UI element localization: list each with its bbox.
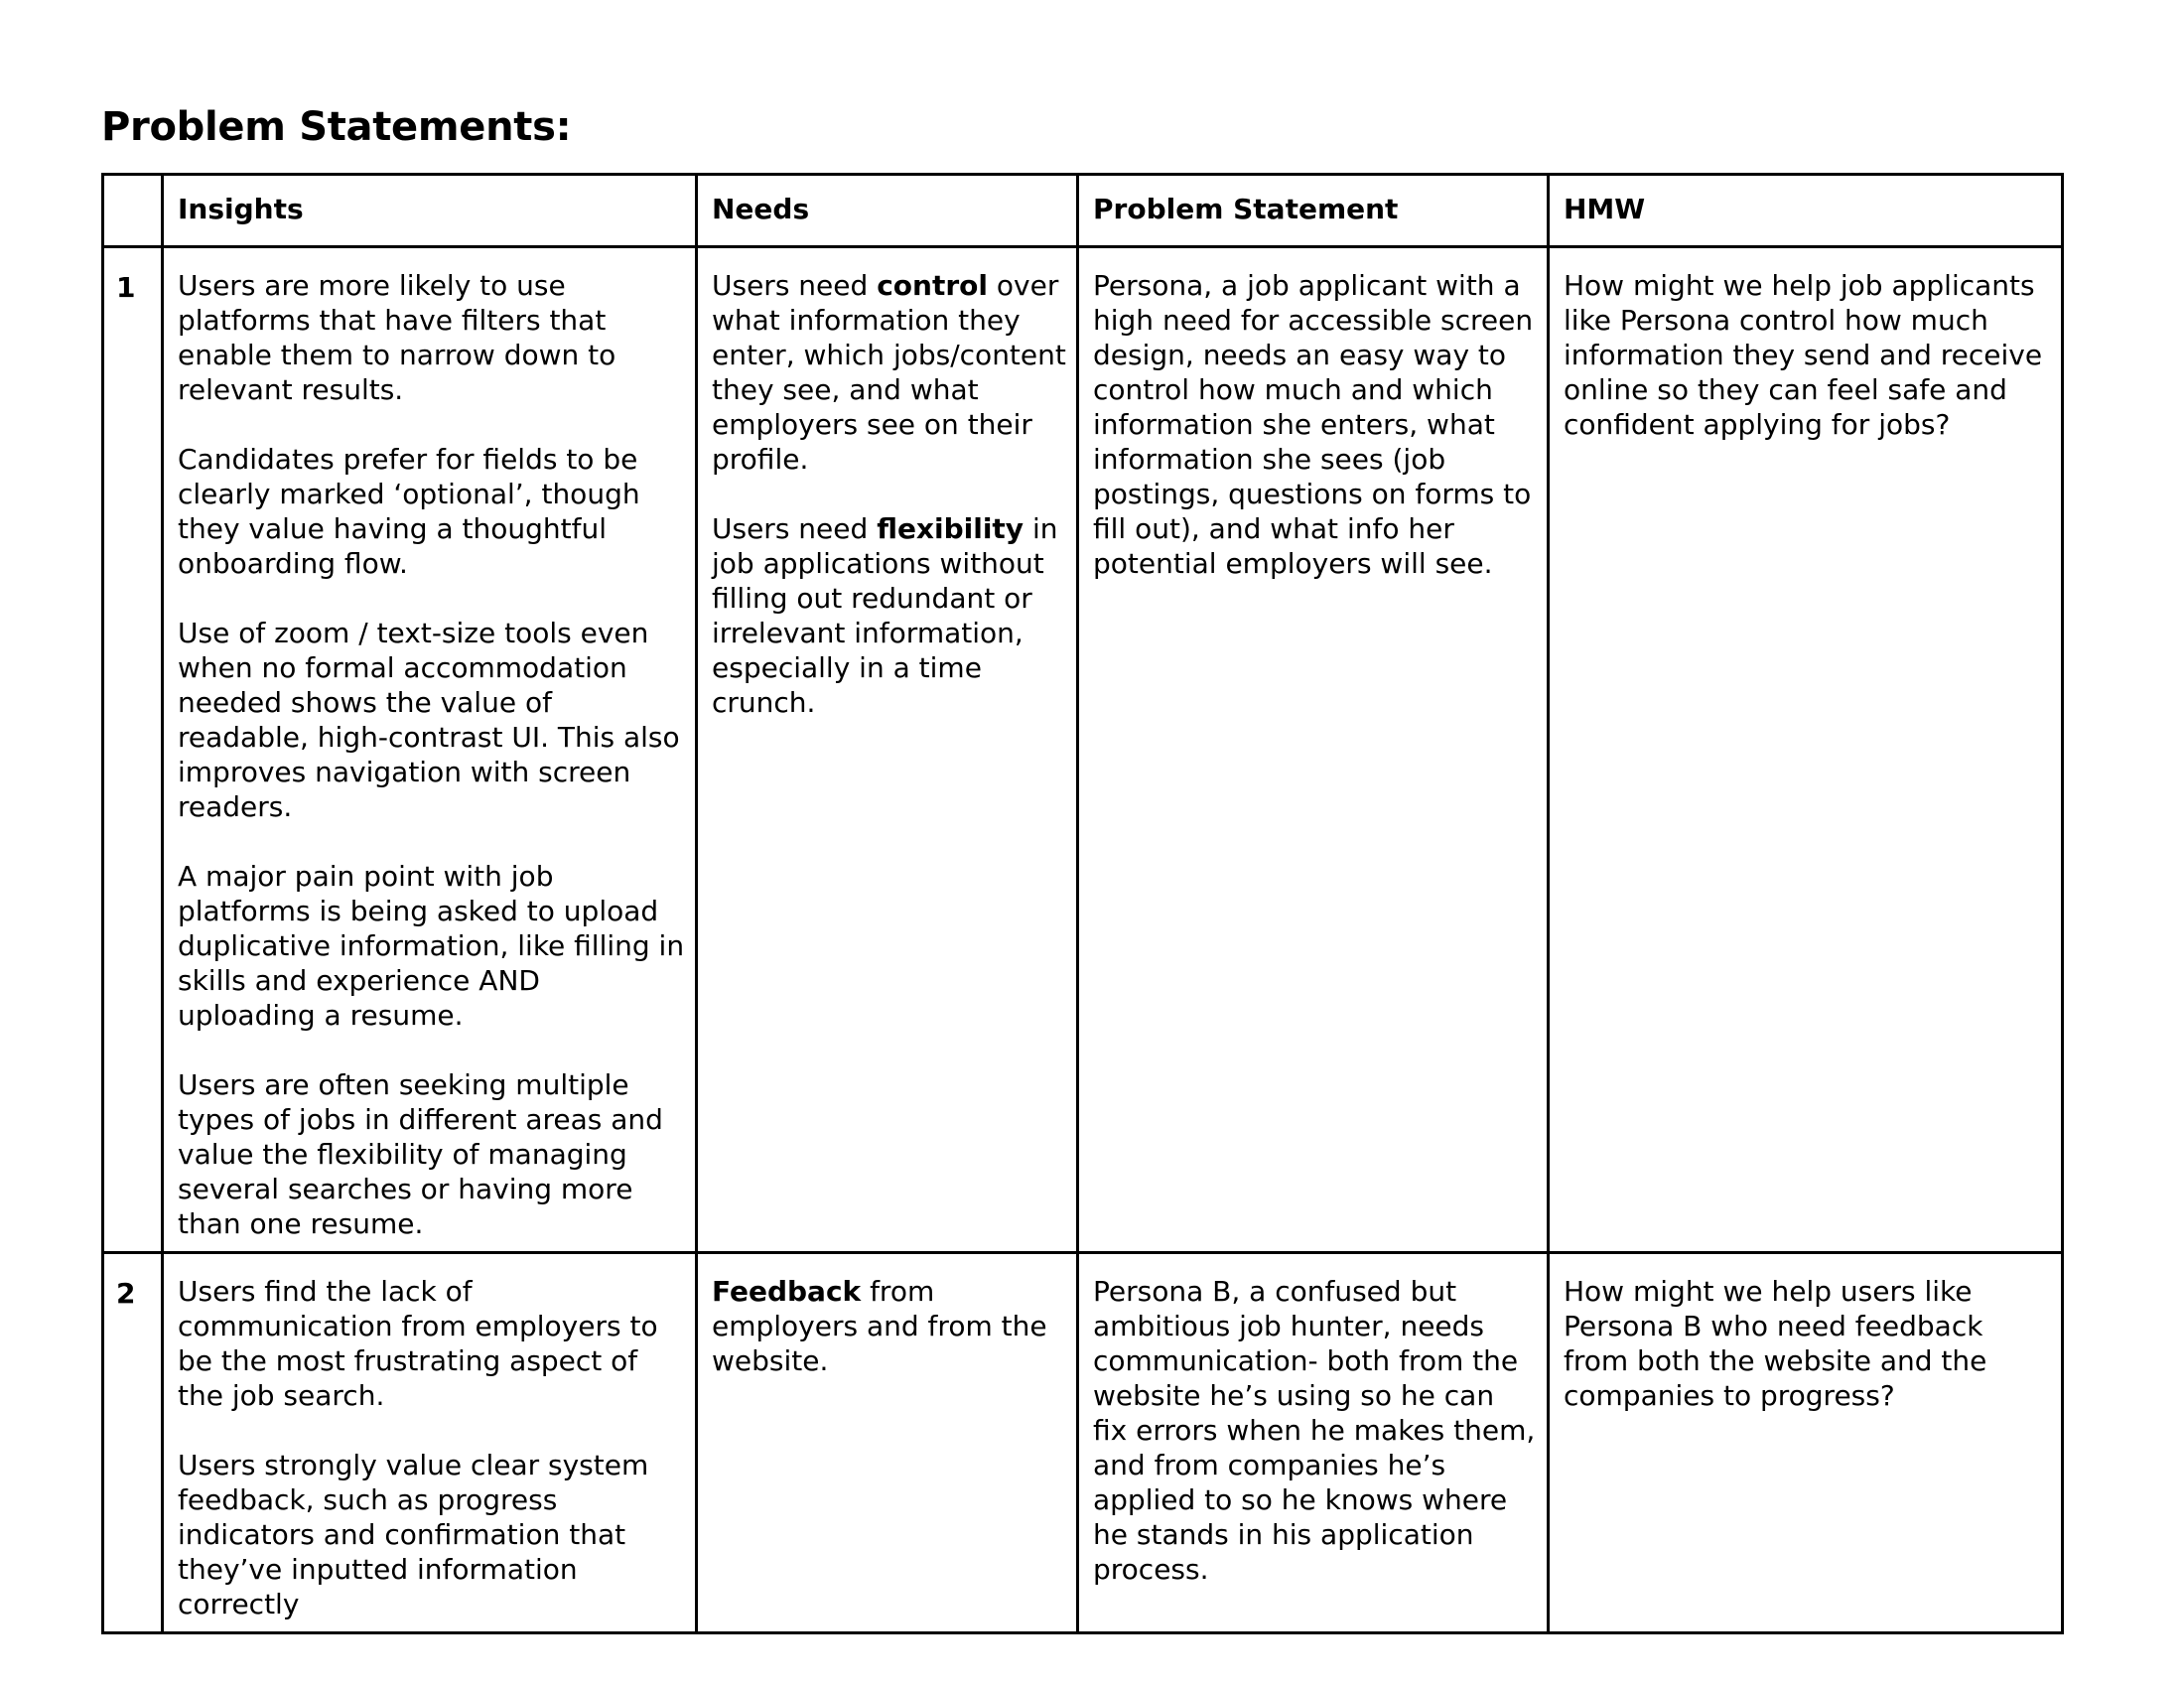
problem-statement-cell: Persona B, a confused but ambitious job hunter, needs communication- both from the website he’s using so he can fix errors when he makes them, and from companies he’s applied to so he knows where he stands in his application process. — [1078, 1253, 1549, 1633]
page-title: Problem Statements: — [101, 104, 572, 150]
need-paragraph — [712, 511, 1066, 720]
insight-paragraph: Candidates prefer for fields to be clearly marked ‘optional’, though they value having a thoughtful onboarding flow. — [178, 443, 640, 580]
need-text: over what information they enter, which jobs/content they see, and what employers see on their profile. — [712, 269, 1066, 476]
insight-paragraph: Use of zoom / text-size tools even when no formal accommodation needed shows the value of readable, high-contrast UI. This also improves navigation with screen readers. — [178, 617, 680, 823]
needs-cell — [697, 1253, 1078, 1633]
problem-statement-cell: Persona, a job applicant with a high need for accessible screen design, needs an easy way to control how much and which information she enters, what information she sees (job postings, questions on forms to fill out), and what info her potential employers will see. — [1078, 247, 1549, 1253]
header-problem-statement: Problem Statement — [1078, 175, 1549, 247]
hmw-cell: How might we help job applicants like Persona control how much information they send and receive online so they can feel safe and confident applying for jobs? — [1549, 247, 2063, 1253]
need-text: Users need — [712, 269, 878, 302]
needs-cell — [697, 247, 1078, 1253]
insight-paragraph: A major pain point with job platforms is being asked to upload duplicative information, like filling in skills and experience AND uploading a resume. — [178, 860, 685, 1032]
insight-paragraph: Users are more likely to use platforms that have filters that enable them to narrow down to relevant results. — [178, 269, 616, 406]
insight-paragraph: Users strongly value clear system feedback, such as progress indicators and confirmation that they’ve inputted information correctly — [178, 1449, 649, 1620]
need-keyword: control — [877, 269, 988, 302]
need-text: Users need — [712, 512, 878, 545]
header-insights: Insights — [163, 175, 697, 247]
insights-cell — [163, 1253, 697, 1633]
row-number: 2 — [103, 1253, 163, 1633]
row-number: 1 — [103, 247, 163, 1253]
need-text: from employers and from the website. — [712, 1275, 1047, 1377]
insight-paragraph: Users find the lack of communication from employers to be the most frustrating aspect of the job search. — [178, 1275, 658, 1412]
header-row — [103, 175, 2063, 247]
header-hmw: HMW — [1549, 175, 2063, 247]
hmw-cell: How might we help users like Persona B who need feedback from both the website and the companies to progress? — [1549, 1253, 2063, 1633]
table-row — [103, 1253, 2063, 1633]
need-keyword: flexibility — [877, 512, 1024, 545]
table-row — [103, 247, 2063, 1253]
need-paragraph — [712, 268, 1066, 477]
insight-paragraph: Users are often seeking multiple types of jobs in different areas and value the flexibility of managing several searches or having more than one resume. — [178, 1068, 663, 1240]
need-text: in job applications without filling out redundant or irrelevant information, especially in a time crunch. — [712, 512, 1058, 719]
need-paragraph — [712, 1274, 1066, 1378]
header-number — [103, 175, 163, 247]
need-keyword: Feedback — [712, 1275, 862, 1308]
header-needs: Needs — [697, 175, 1078, 247]
insights-cell — [163, 247, 697, 1253]
problem-statements-table — [101, 173, 2064, 1634]
